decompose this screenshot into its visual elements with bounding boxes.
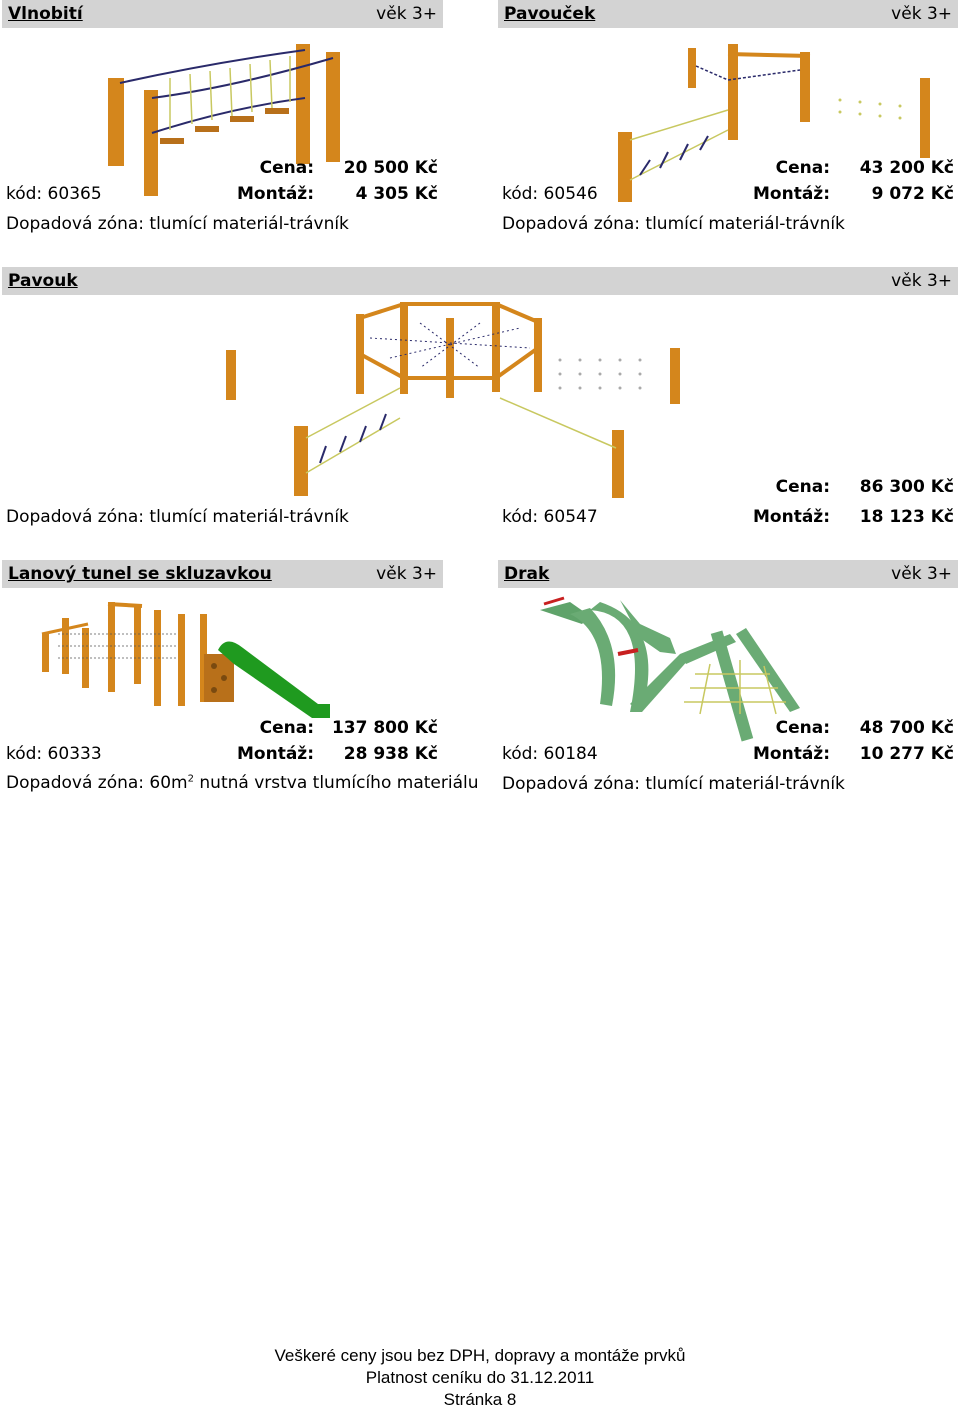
price-value: 20 500 Kč	[343, 158, 438, 178]
product-code: kód: 60546	[502, 184, 598, 204]
install-value: 4 305 Kč	[355, 184, 438, 204]
product-header-pavouk	[2, 267, 958, 295]
impact-zone	[6, 773, 479, 793]
product-header-pavoucek	[498, 0, 958, 28]
product-name: Pavouk	[8, 271, 78, 291]
product-name: Vlnobití	[8, 4, 83, 24]
price-label: Cena:	[775, 477, 830, 497]
impact-zone: Dopadová zóna: tlumící materiál-trávník	[6, 214, 349, 234]
product-code: kód: 60547	[502, 507, 598, 527]
install-value: 18 123 Kč	[859, 507, 954, 527]
install-value: 28 938 Kč	[343, 744, 438, 764]
age-label: věk 3+	[376, 4, 437, 24]
impact-zone: Dopadová zóna: tlumící materiál-trávník	[502, 774, 845, 794]
age-label: věk 3+	[891, 271, 952, 291]
impact-zone-prefix: Dopadová zóna: 60m	[6, 773, 188, 793]
product-code: kód: 60333	[6, 744, 102, 764]
install-label: Montáž:	[237, 184, 314, 204]
price-value: 43 200 Kč	[859, 158, 954, 178]
age-label: věk 3+	[376, 564, 437, 584]
page-footer	[0, 1345, 960, 1411]
price-label: Cena:	[259, 718, 314, 738]
product-header-vlnobiti	[2, 0, 443, 28]
price-value: 86 300 Kč	[859, 477, 954, 497]
impact-zone: Dopadová zóna: tlumící materiál-trávník	[502, 214, 845, 234]
footer-validity: Platnost ceníku do 31.12.2011	[365, 1368, 595, 1387]
product-name: Drak	[504, 564, 550, 584]
product-name: Lanový tunel se skluzavkou	[8, 564, 272, 584]
age-label: věk 3+	[891, 564, 952, 584]
product-header-drak	[498, 560, 958, 588]
install-label: Montáž:	[237, 744, 314, 764]
install-value: 9 072 Kč	[871, 184, 954, 204]
footer-vat-note: Veškeré ceny jsou bez DPH, dopravy a montáže prvků	[274, 1346, 686, 1365]
price-label: Cena:	[775, 158, 830, 178]
product-header-lanovy-tunel	[2, 560, 443, 588]
age-label: věk 3+	[891, 4, 952, 24]
product-code: kód: 60365	[6, 184, 102, 204]
impact-zone: Dopadová zóna: tlumící materiál-trávník	[6, 507, 349, 527]
install-label: Montáž:	[753, 744, 830, 764]
footer-page-number: Stránka 8	[443, 1390, 517, 1409]
price-label: Cena:	[259, 158, 314, 178]
install-value: 10 277 Kč	[859, 744, 954, 764]
product-name: Pavouček	[504, 4, 596, 24]
impact-zone-suffix: nutná vrstva tlumícího materiálu	[194, 773, 479, 793]
product-code: kód: 60184	[502, 744, 598, 764]
price-value: 137 800 Kč	[331, 718, 438, 738]
install-label: Montáž:	[753, 507, 830, 527]
price-value: 48 700 Kč	[859, 718, 954, 738]
product-image-pavoucek	[610, 40, 940, 205]
product-image-pavouk	[220, 298, 690, 503]
price-label: Cena:	[775, 718, 830, 738]
install-label: Montáž:	[753, 184, 830, 204]
impact-zone-superscript: 2	[187, 773, 194, 785]
product-image-lanovy-tunel	[38, 594, 338, 724]
